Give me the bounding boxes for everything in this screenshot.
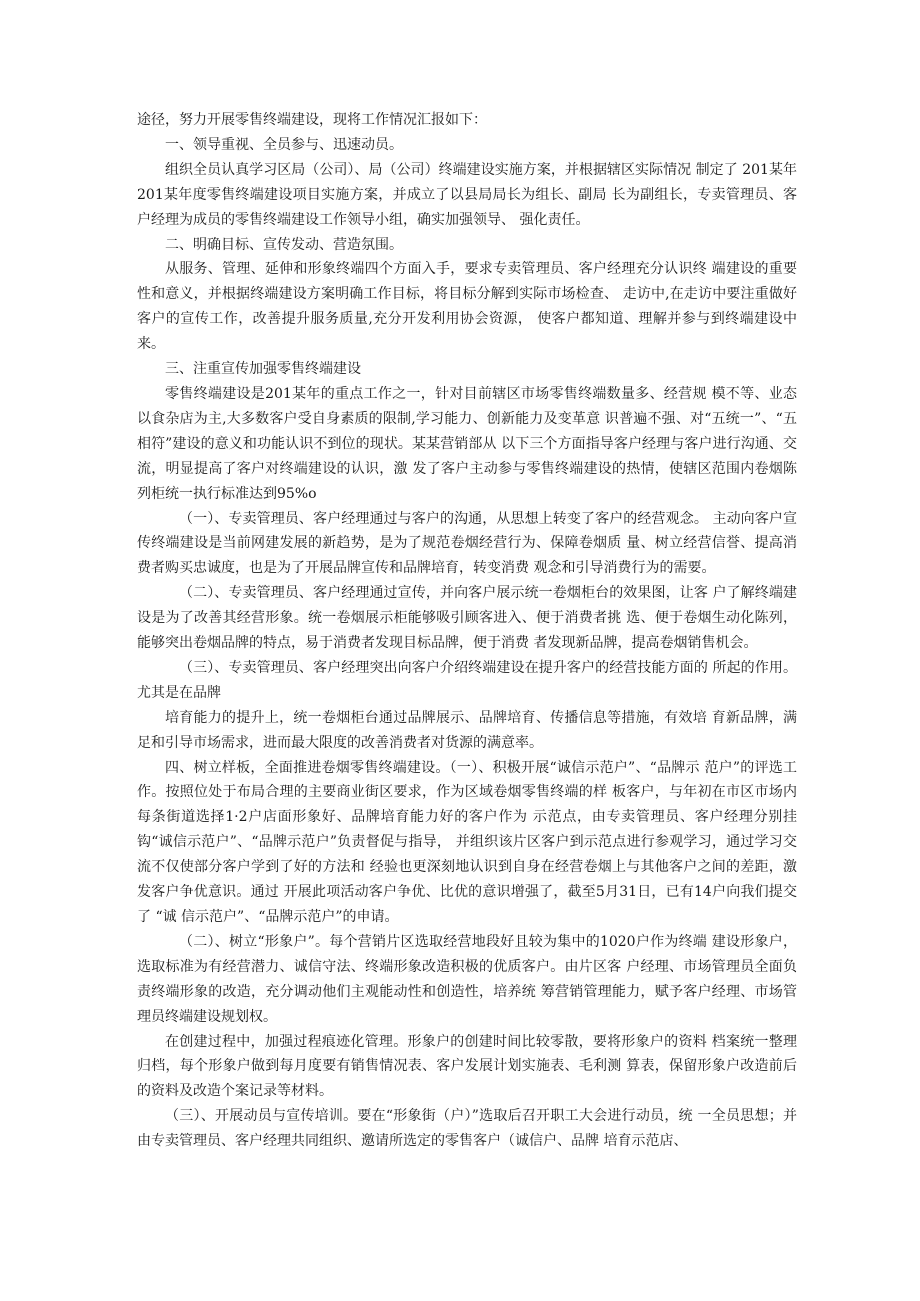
heading-section-4: 四、树立样板，全面推进卷烟零售终端建设。（一）、积极开展“诚信示范户”、“品牌示 范户”的评选工作。按照位处于布局合理的主要商业街区要求，作为区域卷烟零售终端的样 板客户，与年初在市区市场内每条街道选择1·2户店面形象好、品牌培育能力好的客户作为 示范点，由专卖管理员、客户经理分别挂钩“诚信示范户”、“品牌示范户”负责督促与指导， 并组织该片区客户到示范点进行参观学习，通过学习交流不仅使部分客户学到了好的方法和 经验也更深刻地认识到自身在经营卷烟上与其他客户之间的差距，激发客户争优意识。通过 开展此项活动客户争优、比优的意识增强了，截至5月31日，已有14户向我们提交了 “诚 信示范户”、“品牌示范户”的申请。 bbox=[137, 759, 797, 925]
paragraph: 从服务、管理、延伸和形象终端四个方面入手，要求专卖管理员、客户经理充分认识终 端建设的重要性和意义，并根据终端建设方案明确工作目标，将目标分解到实际市场检查、 走访中,在走访中要注重做好客户的宣传工作，改善提升服务质量,充分开发利用协会资源， 使客户都知道、理解并参与到终端建设中来。 bbox=[137, 261, 797, 353]
document-body bbox=[137, 108, 797, 1154]
paragraph: （二）、树立“形象户”。每个营销片区选取经营地段好且较为集中的1020户作为终端 建设形象户，选取标准为有经营潜力、诚信守法、终端形象改造积极的优质客户。由片区客 户经理、市场管理员全面负责终端形象的改造，充分调动他们主观能动性和创造性，培养统 筹营销管理能力，赋予客户经理、市场管理员终端建设规划权。 bbox=[137, 933, 797, 1025]
paragraph: （三）、开展动员与宣传培训。要在“形象街（户）”选取后召开职工大会进行动员，统 一全员思想；并由专卖管理员、客户经理共同组织、邀请所选定的零售客户（诚信户、品牌 培育示范店、 bbox=[137, 1108, 797, 1150]
paragraph: 组织全员认真学习区局（公司）、局（公司）终端建设实施方案，并根据辖区实际情况 制定了 201某年201某年度零售终端建设项目实施方案，并成立了以县局局长为组长、副局 长为副组长，专卖管理员、客户经理为成员的零售终端建设工作领导小组，确实加强领导、 强化责任。 bbox=[137, 161, 797, 228]
heading-section-3: 三、注重宣传加强零售终端建设 bbox=[165, 361, 361, 378]
paragraph-intro: 途径，努力开展零售终端建设，现将工作情况汇报如下： bbox=[137, 112, 487, 128]
paragraph: （三）、专卖管理员、客户经理突出向客户介绍终端建设在提升客户的经营技能方面的 所起的作用。尤其是在品牌 bbox=[137, 659, 797, 701]
heading-section-1: 一、领导重视、全员参与、迅速动员。 bbox=[165, 136, 403, 153]
heading-section-2: 二、明确目标、宣传发动、营造氛围。 bbox=[165, 236, 403, 253]
paragraph: 零售终端建设是201某年的重点工作之一，针对目前辖区市场零售终端数量多、经营规 模不等、业态以食杂店为主,大多数客户受自身素质的限制,学习能力、创新能力及变革意 识普遍不强、对“五统一”、“五相符”建设的意义和功能认识不到位的现状。某某营销部从 以下三个方面指导客户经理与客户进行沟通、交流，明显提高了客户对终端建设的认识，激 发了客户主动参与零售终端建设的热情，使辖区范围内卷烟陈列柜统一执行标准达到95%o bbox=[137, 385, 797, 502]
paragraph: （一）、专卖管理员、客户经理通过与客户的沟通，从思想上转变了客户的经营观念。 主动向客户宣传终端建设是当前网建发展的新趋势，是为了规范卷烟经营行为、保障卷烟质 量、树立经营信誉、提高消费者购买忠诚度，也是为了开展品牌宣传和品牌培育，转变消费 观念和引导消费行为的需要。 bbox=[137, 510, 797, 577]
paragraph: 在创建过程中，加强过程痕迹化管理。形象户的创建时间比较零散，要将形象户的资料 档案统一整理归档，每个形象户做到每月度要有销售情况表、客户发展计划实施表、毛利测 算表，保留形象户改造前后的资料及改造个案记录等材料。 bbox=[137, 1033, 797, 1100]
paragraph: 培育能力的提升上，统一卷烟柜台通过品牌展示、品牌培育、传播信息等措施，有效培 育新品牌，满足和引导市场需求，进而最大限度的改善消费者对货源的满意率。 bbox=[137, 709, 797, 751]
paragraph: （二）、专卖管理员、客户经理通过宣传，并向客户展示统一卷烟柜台的效果图，让客 户了解终端建设是为了改善其经营形象。统一卷烟展示柜能够吸引顾客进入、便于消费者挑 选、便于卷烟生动化陈列，能够突出卷烟品牌的特点，易于消费者发现目标品牌，便于消费 者发现新品牌，提高卷烟销售机会。 bbox=[137, 585, 797, 652]
